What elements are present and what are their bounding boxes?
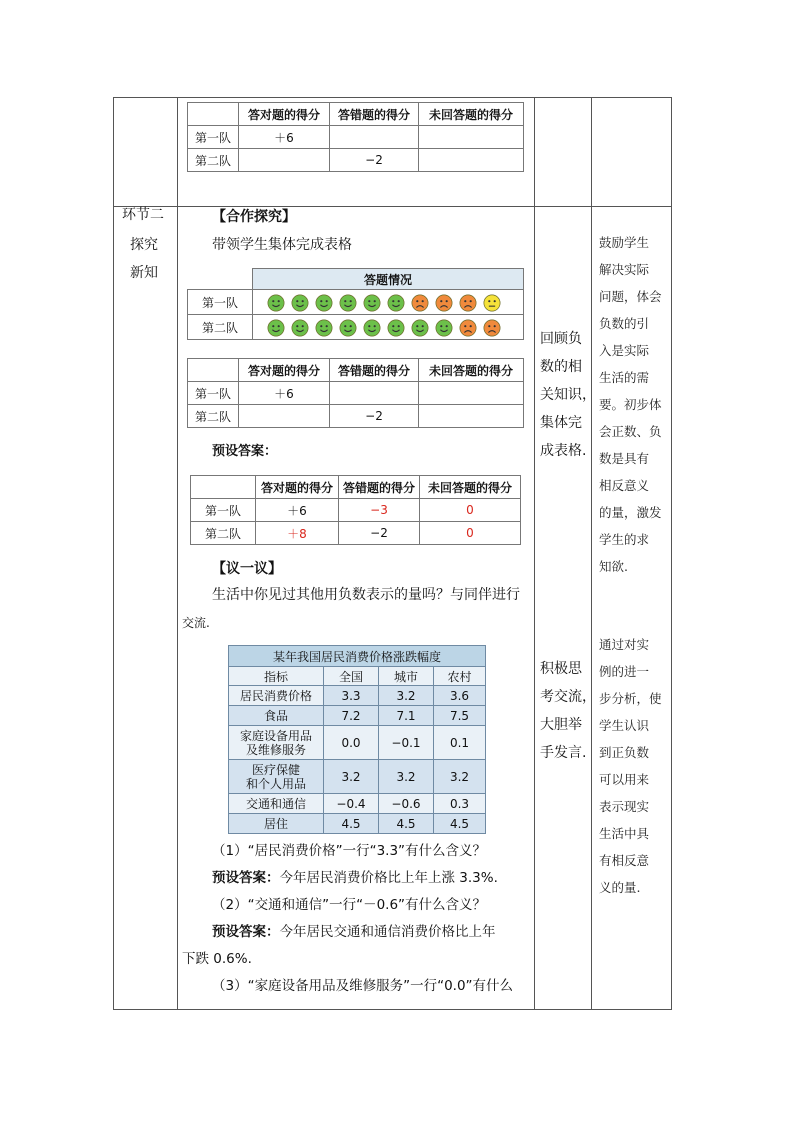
cpi-row-label: 居民消费价格 (229, 686, 324, 706)
header-wrong: 答错题的得分 (330, 359, 419, 382)
score-cell: ＋8 (256, 522, 339, 545)
sad-face-icon (411, 294, 429, 312)
cpi-cell: 3.2 (434, 760, 486, 794)
cpi-cell: 3.2 (379, 686, 434, 706)
question-2: （2）“交通和通信”一行“－0.6”有什么含义？ (212, 897, 487, 913)
header-wrong: 答错题的得分 (330, 103, 419, 126)
score-cell: −2 (339, 522, 420, 545)
intent-line: 会正数、负 (599, 424, 662, 439)
cpi-cell: 3.2 (379, 760, 434, 794)
intent-line: 鼓励学生 (599, 235, 650, 250)
happy-face-icon (291, 319, 309, 337)
cpi-title: 某年我国居民消费价格涨跌幅度 (229, 646, 486, 667)
answer-1: 今年居民消费价格比上年上涨 3.3%. (279, 870, 498, 886)
header-wrong: 答错题的得分 (339, 476, 420, 499)
intent-line: 表示现实 (599, 799, 650, 814)
question-1: （1）“居民消费价格”一行“3.3”有什么含义？ (212, 843, 487, 859)
section-intro: 带领学生集体完成表格 (212, 237, 352, 253)
happy-face-icon (363, 319, 381, 337)
cpi-table (228, 645, 486, 834)
intent-line: 通过对实 (599, 637, 650, 652)
cpi-cell: 4.5 (324, 814, 379, 834)
cpi-cell: 0.1 (434, 726, 486, 760)
score-table-blank (187, 358, 524, 428)
cpi-cell: 3.2 (324, 760, 379, 794)
neutral-face-icon (483, 294, 501, 312)
score-cell: ＋6 (239, 382, 330, 405)
intent-line: 学生的求 (599, 532, 650, 547)
intent-line: 数是具有 (599, 451, 650, 466)
score-cell: ＋6 (256, 499, 339, 522)
team-label: 第一队 (191, 499, 256, 522)
score-cell (330, 382, 419, 405)
score-table-answer (190, 475, 521, 545)
intent-line: 学生认识 (599, 718, 650, 733)
activity-line: 数的相 (540, 359, 582, 375)
cpi-cell: 7.5 (434, 706, 486, 726)
team1-faces (253, 290, 524, 315)
intent-line: 可以用来 (599, 772, 650, 787)
answer-status-header: 答题情况 (253, 269, 524, 290)
intent-line: 到正负数 (599, 745, 650, 760)
team2-faces (253, 315, 524, 340)
divider-col1 (177, 98, 178, 1009)
top-score-table (187, 102, 524, 172)
cpi-header: 全国 (324, 667, 379, 686)
team-label: 第二队 (188, 315, 253, 340)
cpi-cell: 4.5 (379, 814, 434, 834)
happy-face-icon (363, 294, 381, 312)
team-label: 第一队 (188, 382, 239, 405)
cpi-row-label: 居住 (229, 814, 324, 834)
stage-line2: 探究 (130, 237, 158, 253)
discuss-line2: 交流. (182, 616, 210, 630)
cpi-row-label: 交通和通信 (229, 794, 324, 814)
score-cell: −2 (330, 405, 419, 428)
header-unanswered: 未回答题的得分 (419, 103, 524, 126)
sad-face-icon (483, 319, 501, 337)
activity-line: 积极思 (540, 661, 582, 677)
activity-line: 大胆举 (540, 717, 582, 733)
cpi-header: 农村 (434, 667, 486, 686)
cpi-cell: 7.2 (324, 706, 379, 726)
sad-face-icon (459, 294, 477, 312)
intent-line: 的量，激发 (599, 505, 662, 520)
happy-face-icon (387, 294, 405, 312)
header-unanswered: 未回答题的得分 (420, 476, 521, 499)
happy-face-icon (339, 294, 357, 312)
question-3: （3）“家庭设备用品及维修服务”一行“0.0”有什么 (212, 978, 514, 994)
design-intent-2 (599, 631, 662, 901)
intent-line: 问题，体会 (599, 289, 662, 304)
activity-line: 成表格. (540, 443, 587, 459)
score-cell (419, 382, 524, 405)
stage-label: 环节二 (122, 207, 164, 223)
student-activity-1 (540, 325, 596, 465)
section-title-discuss: 【议一议】 (212, 561, 282, 577)
cpi-row-label: 食品 (229, 706, 324, 726)
happy-face-icon (387, 319, 405, 337)
happy-face-icon (435, 319, 453, 337)
intent-line: 有相反意 (599, 853, 650, 868)
cpi-cell: 3.3 (324, 686, 379, 706)
score-cell (419, 126, 524, 149)
intent-line: 生活中具 (599, 826, 650, 841)
header-correct: 答对题的得分 (239, 103, 330, 126)
discuss-line1: 生活中你见过其他用负数表示的量吗？与同伴进行 (212, 587, 520, 603)
intent-line: 步分析，使 (599, 691, 662, 706)
cpi-cell: 0.3 (434, 794, 486, 814)
score-cell (419, 405, 524, 428)
activity-line: 考交流， (540, 689, 596, 705)
team-label: 第一队 (188, 126, 239, 149)
cpi-row-label: 家庭设备用品 及维修服务 (229, 726, 324, 760)
section-title-cooperative: 【合作探究】 (212, 209, 296, 225)
cpi-cell: 0.0 (324, 726, 379, 760)
intent-line: 例的进一 (599, 664, 650, 679)
happy-face-icon (267, 319, 285, 337)
team-label: 第二队 (188, 405, 239, 428)
cpi-header: 指标 (229, 667, 324, 686)
happy-face-icon (315, 319, 333, 337)
intent-line: 相反意义 (599, 478, 650, 493)
score-cell: −3 (339, 499, 420, 522)
activity-line: 手发言. (540, 745, 587, 761)
header-unanswered: 未回答题的得分 (419, 359, 524, 382)
header-correct: 答对题的得分 (239, 359, 330, 382)
happy-face-icon (315, 294, 333, 312)
answer-1-label: 预设答案： (212, 870, 280, 886)
divider-col3 (591, 98, 592, 1009)
cpi-cell: 3.6 (434, 686, 486, 706)
row-divider (114, 206, 671, 207)
intent-line: 负数的引 (599, 316, 650, 331)
student-activity-2 (540, 655, 596, 767)
cpi-cell: −0.1 (379, 726, 434, 760)
cpi-cell: 7.1 (379, 706, 434, 726)
answer-status-table (187, 268, 524, 340)
score-cell: ＋6 (239, 126, 330, 149)
design-intent-1 (599, 229, 662, 580)
answer-2-line2: 下跌 0.6%. (182, 951, 252, 967)
intent-line: 解决实际 (599, 262, 650, 277)
cpi-header: 城市 (379, 667, 434, 686)
score-cell: 0 (420, 522, 521, 545)
activity-line: 集体完 (540, 415, 582, 431)
divider-col2 (534, 98, 535, 1009)
stage-line3: 新知 (130, 265, 158, 281)
answer-2-label: 预设答案： (212, 924, 280, 940)
cpi-cell: −0.4 (324, 794, 379, 814)
intent-line: 生活的需 (599, 370, 650, 385)
team-label: 第二队 (188, 149, 239, 172)
team-label: 第二队 (191, 522, 256, 545)
intent-line: 知欲. (599, 559, 628, 574)
intent-line: 要。初步体 (599, 397, 662, 412)
cpi-cell: 4.5 (434, 814, 486, 834)
preset-answer-label: 预设答案： (212, 444, 278, 459)
score-cell (239, 405, 330, 428)
sad-face-icon (459, 319, 477, 337)
happy-face-icon (411, 319, 429, 337)
score-cell (239, 149, 330, 172)
sad-face-icon (435, 294, 453, 312)
activity-line: 关知识， (540, 387, 596, 403)
score-cell: −2 (330, 149, 419, 172)
answer-2-line1: 今年居民交通和通信消费价格比上年 (279, 924, 496, 940)
happy-face-icon (291, 294, 309, 312)
happy-face-icon (267, 294, 285, 312)
happy-face-icon (339, 319, 357, 337)
header-correct: 答对题的得分 (256, 476, 339, 499)
cpi-cell: −0.6 (379, 794, 434, 814)
team-label: 第一队 (188, 290, 253, 315)
score-cell (330, 126, 419, 149)
score-cell: 0 (420, 499, 521, 522)
activity-line: 回顾负 (540, 331, 582, 347)
intent-line: 入是实际 (599, 343, 650, 358)
intent-line: 义的量. (599, 880, 641, 895)
cpi-row-label: 医疗保健 和个人用品 (229, 760, 324, 794)
score-cell (419, 149, 524, 172)
